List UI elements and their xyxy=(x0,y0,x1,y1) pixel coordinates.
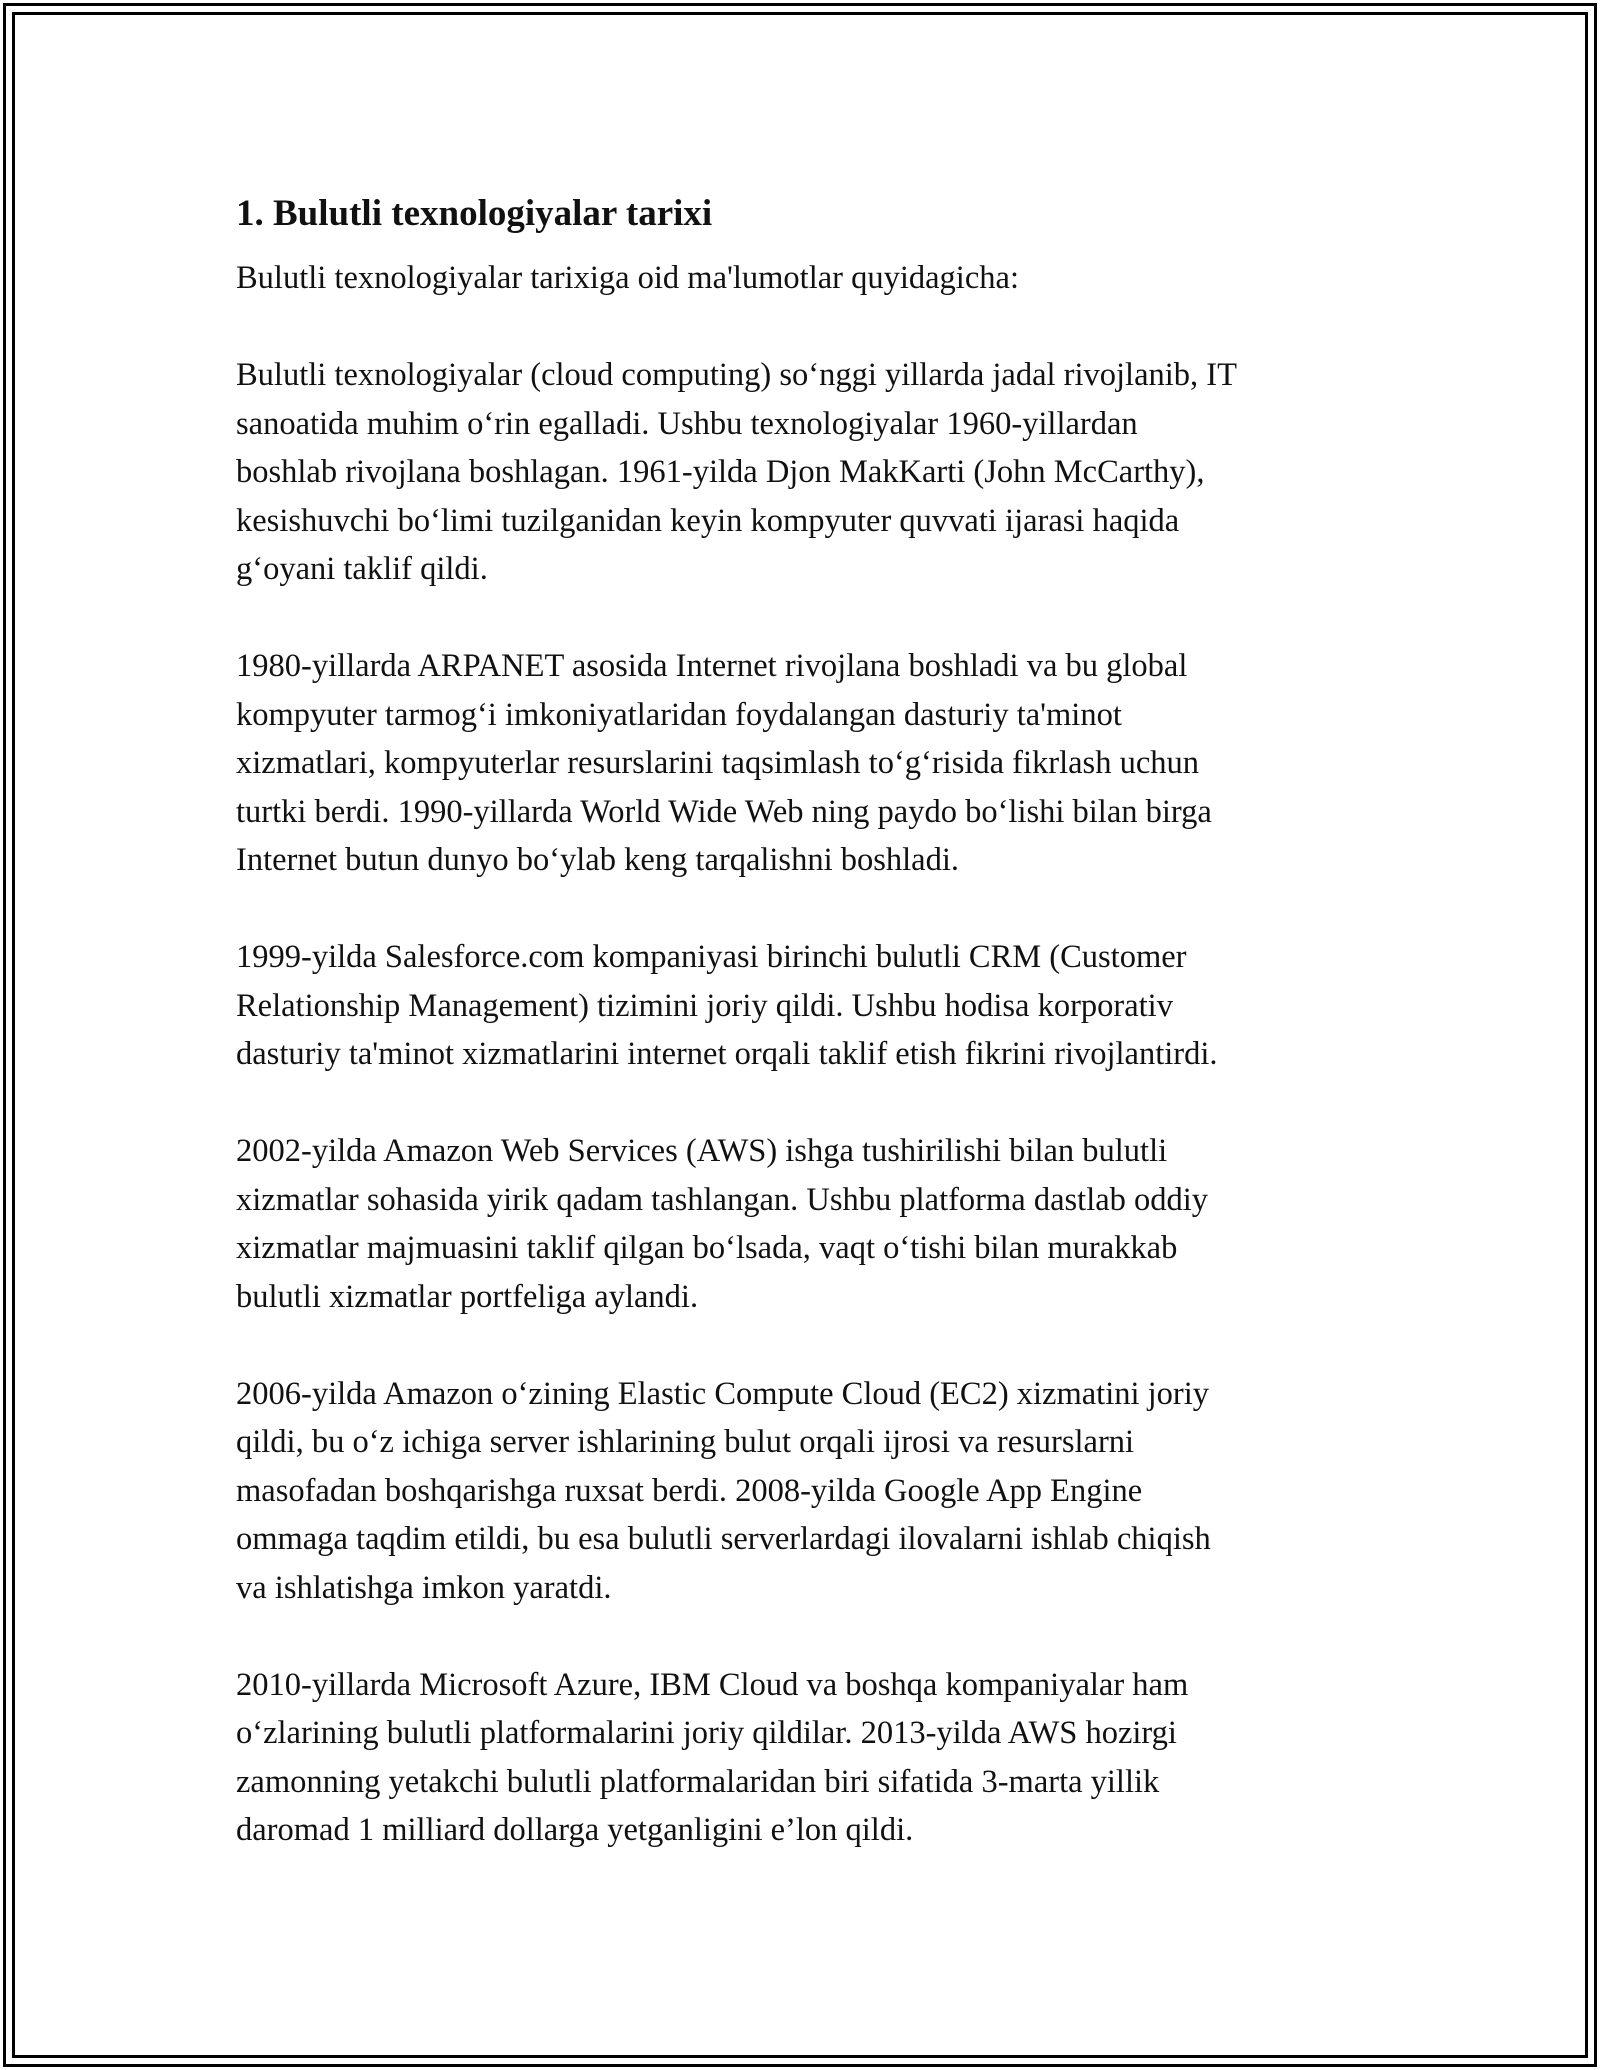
paragraph-line: 1980-yillarda ARPANET asosida Internet rivojlana boshladi va bu global xyxy=(236,648,1188,684)
paragraph-line: dasturiy ta'minot xizmatlarini internet orqali taklif etish fikrini rivojlantirdi. xyxy=(236,1036,1218,1072)
paragraph-line: kompyuter tarmog‘i imkoniyatlaridan foydalangan dasturiy ta'minot xyxy=(236,696,1122,733)
paragraph-line: 2002-yilda Amazon Web Services (AWS) ishga tushirilishi bilan bulutli xyxy=(236,1133,1168,1169)
section-heading: 1. Bulutli texnologiyalar tarixi xyxy=(236,193,713,234)
paragraph-line: kesishuvchi bo‘limi tuzilganidan keyin kompyuter quvvati ijarasi haqida xyxy=(236,502,1180,539)
document-body xyxy=(236,188,1386,1855)
body-paragraph xyxy=(236,351,1386,594)
paragraph-line: sanoatida muhim o‘rin egalladi. Ushbu texnologiyalar 1960-yillardan xyxy=(236,405,1138,442)
paragraph-line: xizmatlar sohasida yirik qadam tashlangan. Ushbu platforma dastlab oddiy xyxy=(236,1181,1209,1218)
body-paragraph xyxy=(236,933,1386,1079)
paragraph-line: boshlab rivojlana boshlagan. 1961-yilda Djon MakKarti (John McCarthy), xyxy=(236,454,1205,490)
paragraph-line: 2006-yilda Amazon o‘zining Elastic Compute Cloud (EC2) xizmatini joriy xyxy=(236,1375,1210,1412)
body-paragraph xyxy=(236,1370,1386,1613)
paragraph-line: 2010-yillarda Microsoft Azure, IBM Cloud va boshqa kompaniyalar ham xyxy=(236,1666,1189,1703)
paragraph-line: va ishlatishga imkon yaratdi. xyxy=(236,1569,612,1606)
paragraph-line: ommaga taqdim etildi, bu esa bulutli serverlardagi ilovalarni ishlab chiqish xyxy=(236,1521,1211,1557)
paragraph-line: Internet butun dunyo bo‘ylab keng tarqalishni boshladi. xyxy=(236,842,959,878)
paragraph-line: daromad 1 milliard dollarga yetganligini e’lon qildi. xyxy=(236,1812,914,1848)
body-paragraph xyxy=(236,1127,1386,1321)
paragraph-list xyxy=(236,351,1386,1855)
paragraph-line: xizmatlar majmuasini taklif qilgan bo‘lsada, vaqt o‘tishi bilan murakkab xyxy=(236,1230,1178,1266)
intro-paragraph: Bulutli texnologiyalar tarixiga oid ma'lumotlar quyidagicha: xyxy=(236,260,1019,296)
paragraph-line: qildi, bu o‘z ichiga server ishlarining bulut orqali ijrosi va resurslarni xyxy=(236,1424,1135,1460)
paragraph-line: turtki berdi. 1990-yillarda World Wide Web ning paydo bo‘lishi bilan birga xyxy=(236,793,1212,830)
paragraph-line: zamonning yetakchi bulutli platformalaridan biri sifatida 3-marta yillik xyxy=(236,1763,1160,1800)
paragraph-line: bulutli xizmatlar portfeliga aylandi. xyxy=(236,1278,699,1315)
paragraph-line: o‘zlarining bulutli platformalarini joriy qildilar. 2013-yilda AWS hozirgi xyxy=(236,1715,1177,1751)
body-paragraph xyxy=(236,1661,1386,1855)
paragraph-line: masofadan boshqarishga ruxsat berdi. 2008-yilda Google App Engine xyxy=(236,1472,1143,1509)
paragraph-line: 1999-yilda Salesforce.com kompaniyasi birinchi bulutli CRM (Customer xyxy=(236,939,1187,975)
paragraph-line: Bulutli texnologiyalar (cloud computing) so‘nggi yillarda jadal rivojlanib, IT xyxy=(236,357,1237,393)
paragraph-line: Relationship Management) tizimini joriy qildi. Ushbu hodisa korporativ xyxy=(236,987,1173,1024)
body-paragraph xyxy=(236,642,1386,885)
paragraph-line: xizmatlari, kompyuterlar resurslarini taqsimlash to‘g‘risida fikrlash uchun xyxy=(236,745,1200,781)
paragraph-line: g‘oyani taklif qildi. xyxy=(236,551,488,587)
